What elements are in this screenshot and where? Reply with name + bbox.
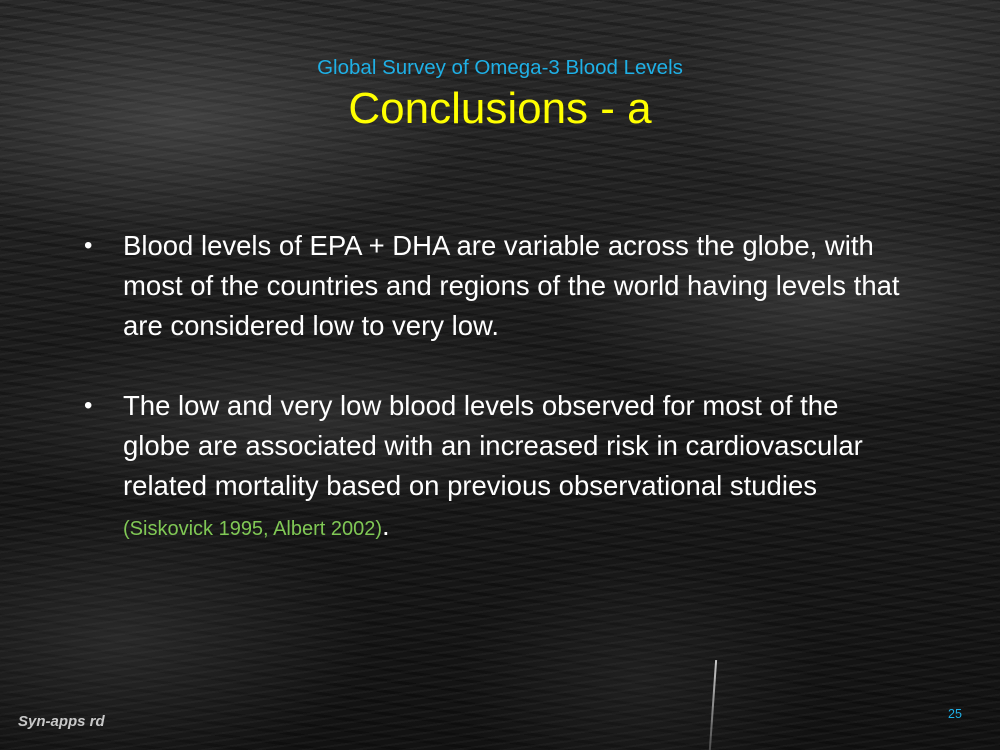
bullet-dot-icon: •: [84, 392, 93, 419]
bullet-dot-icon: •: [84, 232, 93, 259]
slide-subtitle: Global Survey of Omega-3 Blood Levels: [317, 56, 683, 79]
slide-title: Conclusions - a: [348, 84, 652, 133]
bullet-item: [84, 386, 904, 549]
bullet-text: Blood levels of EPA + DHA are variable across the globe, with most of the countries and regions of the world having levels that are considered low to very low.: [123, 230, 900, 341]
background-streak: [709, 660, 717, 750]
bullet-item: [84, 226, 904, 346]
footer-brand: Syn-apps rd: [18, 713, 105, 730]
bullet-text: The low and very low blood levels observed for most of the globe are associated with an increased risk in cardiovascular related mortality based on previous observational studies: [123, 390, 863, 501]
page-number: 25: [948, 707, 962, 721]
bullet-trailing-punctuation: .: [382, 510, 390, 541]
bullet-list: [84, 226, 904, 589]
citation: (Siskovick 1995, Albert 2002): [123, 518, 383, 540]
